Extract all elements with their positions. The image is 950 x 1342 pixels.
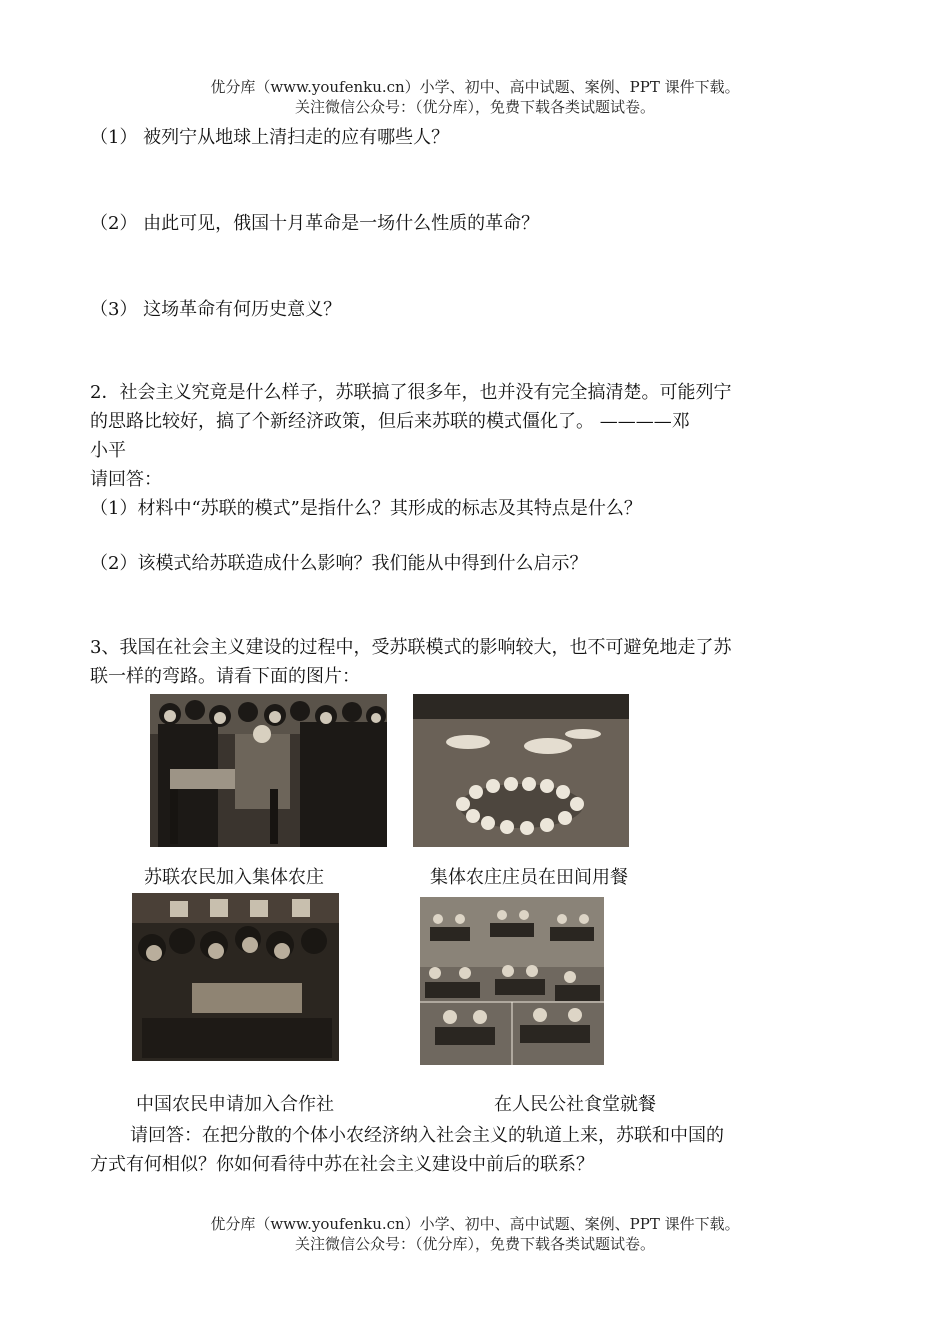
q2-material-line1: 2．社会主义究竟是什么样子，苏联搞了很多年，也并没有完全搞清楚。可能列宁 <box>90 382 732 403</box>
q3-line1: 3、我国在社会主义建设的过程中，受苏联模式的影响较大，也不可避免地走了苏 <box>90 637 732 658</box>
q3-answer-line1: 请回答：在把分散的个体小农经济纳入社会主义的轨道上来，苏联和中国的 <box>130 1125 724 1146</box>
q3-answer-line2: 方式有何相似？你如何看待中苏在社会主义建设中前后的联系？ <box>90 1154 594 1175</box>
q1-sub3: （3） 这场革命有何历史意义？ <box>90 299 342 320</box>
q1-sub1: （1） 被列宁从地球上清扫走的应有哪些人？ <box>90 127 450 148</box>
photo-chinese-farmers-cooperative <box>132 893 339 1061</box>
footer-line-2: 关注微信公众号：（优分库），免费下载各类试题试卷。 <box>294 1235 655 1253</box>
caption-soviet-farmers-joining: 苏联农民加入集体农庄 <box>144 867 324 888</box>
caption-commune-canteen: 在人民公社食堂就餐 <box>494 1094 656 1115</box>
q2-prompt: 请回答： <box>90 469 162 490</box>
photo-soviet-farmers-joining <box>150 694 387 847</box>
footer-line-1: 优分库（www.youfenku.cn）小学、初中、高中试题、案例、PPT 课件下载。 <box>210 1215 740 1233</box>
q2-sub2: （2）该模式给苏联造成什么影响？我们能从中得到什么启示？ <box>90 553 588 574</box>
q3-line2: 联一样的弯路。请看下面的图片： <box>90 666 360 687</box>
q2-material-line3: 小平 <box>90 440 126 461</box>
photo-commune-canteen <box>420 897 604 1065</box>
q2-material-line2: 的思路比较好，搞了个新经济政策，但后来苏联的模式僵化了。 ————邓 <box>90 411 690 432</box>
header-line-2: 关注微信公众号：（优分库），免费下载各类试题试卷。 <box>294 98 655 116</box>
q2-sub1: （1）材料中“苏联的模式”是指什么？其形成的标志及其特点是什么？ <box>90 498 642 519</box>
caption-chinese-farmers-cooperative: 中国农民申请加入合作社 <box>136 1094 334 1115</box>
caption-collective-field-meal: 集体农庄庄员在田间用餐 <box>430 867 628 888</box>
q1-sub2: （2） 由此可见，俄国十月革命是一场什么性质的革命？ <box>90 213 540 234</box>
header-line-1: 优分库（www.youfenku.cn）小学、初中、高中试题、案例、PPT 课件下载。 <box>210 78 740 96</box>
photo-collective-field-meal <box>413 694 629 847</box>
